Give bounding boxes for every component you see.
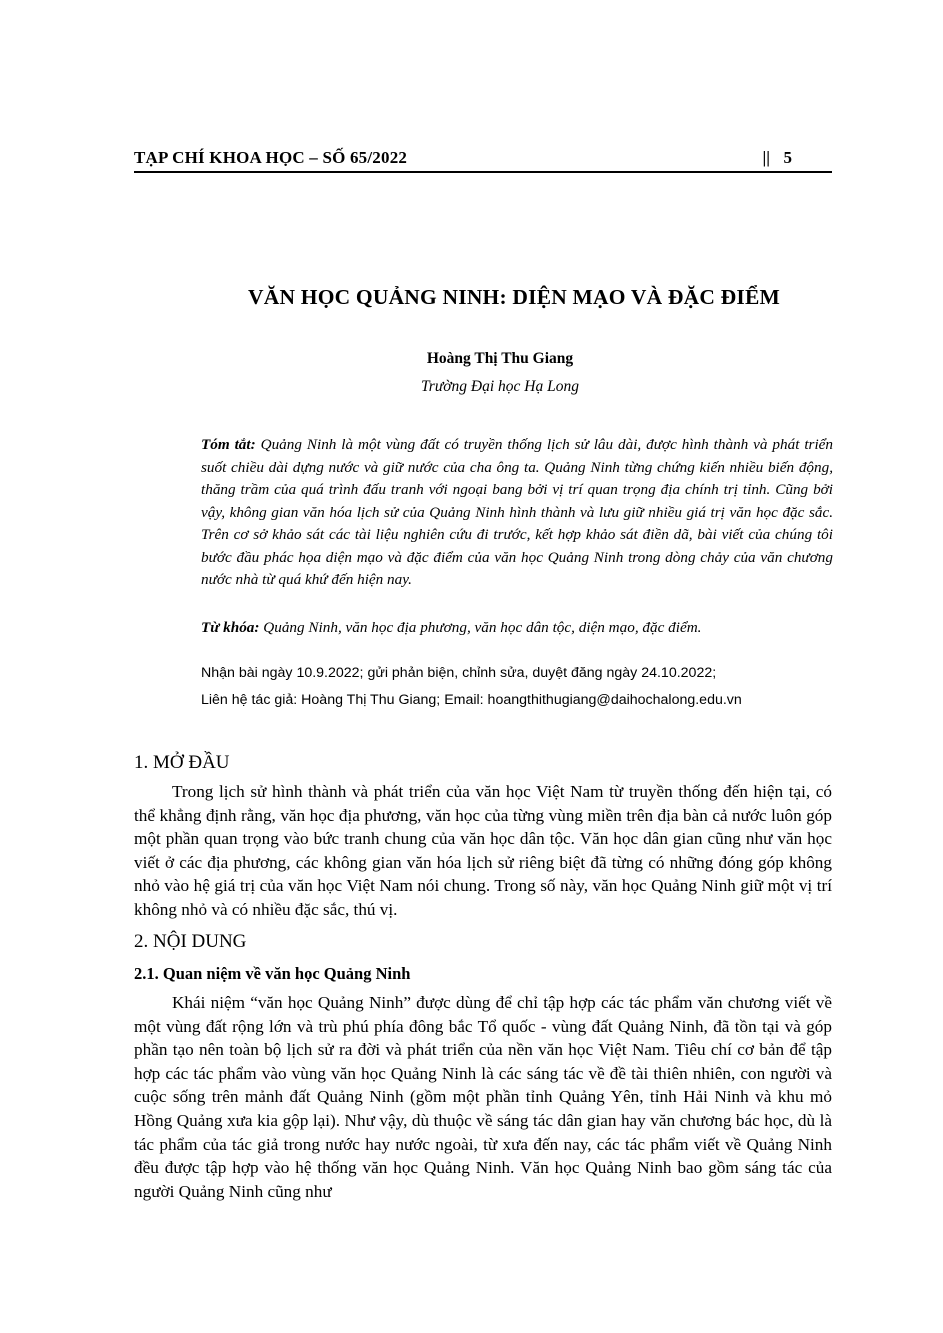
keywords xyxy=(201,617,833,639)
header-rule xyxy=(134,171,832,173)
abstract-text: Quảng Ninh là một vùng đất có truyền thống lịch sử lâu dài, được hình thành và phát triển suốt chiều dài dựng nước và giữ nước của cha ông ta. Quảng Ninh từng chứng kiến nhiều biến động, thăng trầm của quá trình đấu tranh với ngoại bang bởi vị trí quan trọng địa chính trị tỉnh. Cũng bởi vậy, không gian văn hóa lịch sử của Quảng Ninh hình thành và lưu giữ nhiều giá trị văn học đặc sắc. Trên cơ sở khảo sát các tài liệu nghiên cứu đi trước, kết hợp khảo sát điền dã, bài viết của chúng tôi bước đầu phác họa diện mạo và đặc điểm của văn học Quảng Ninh trong dòng chảy của văn chương nước nhà từ quá khứ đến hiện nay. xyxy=(201,436,833,588)
keywords-text: Quảng Ninh, văn học địa phương, văn học dân tộc, diện mạo, đặc điểm. xyxy=(263,619,702,636)
abstract-label: Tóm tắt: xyxy=(201,436,256,453)
author-affiliation: Trường Đại học Hạ Long xyxy=(421,378,579,395)
header-separator: || xyxy=(762,148,770,167)
page-number: 5 xyxy=(783,148,792,167)
concept-paragraph: Khái niệm “văn học Quảng Ninh” được dùng để chỉ tập hợp các tác phẩm văn chương viết về một vùng đất rộng lớn và trù phú phía đông bắc Tổ quốc - vùng đất Quảng Ninh, đã tồn tại và góp phần tạo nên toàn bộ lịch sử ra đời và phát triển của nền văn học Việt Nam. Tiêu chí cơ bản để tập hợp các tác phẩm vào vùng văn học Quảng Ninh là các sáng tác về đề tài thiên nhiên, con người và cuộc sống trên mảnh đất Quảng Ninh (gồm một phần tỉnh Quảng Yên, tỉnh Hải Ninh và khu mỏ Hồng Quảng xưa kia gộp lại). Như vậy, dù thuộc về sáng tác dân gian hay văn chương bác học, dù là tác phẩm của tác giả trong nước hay nước ngoài, từ xưa đến nay, các tác phẩm viết về Quảng Ninh đều được tập hợp vào hệ thống văn học Quảng Ninh. Văn học Quảng Ninh bao gồm sáng tác của người Quảng Ninh cũng như xyxy=(134,993,832,1201)
author-name: Hoàng Thị Thu Giang xyxy=(426,350,574,367)
running-header xyxy=(134,146,832,170)
section-heading-content: 2. NỘI DUNG xyxy=(134,931,247,952)
author-contact: Liên hệ tác giả: Hoàng Thị Thu Giang; Email: hoangthithugiang@daihochalong.edu.vn xyxy=(201,692,742,708)
subsection-heading-concept: 2.1. Quan niệm về văn học Quảng Ninh xyxy=(134,964,411,983)
journal-title: TẠP CHÍ KHOA HỌC – SỐ 65/2022 xyxy=(134,148,408,167)
keywords-label: Từ khóa: xyxy=(201,619,260,636)
section-heading-introduction: 1. MỞ ĐẦU xyxy=(134,752,230,773)
intro-paragraph: Trong lịch sử hình thành và phát triển của văn học Việt Nam từ truyền thống đến hiện tại, có thể khẳng định rằng, văn học địa phương, văn học của từng vùng miền trên địa bàn cả nước luôn góp một phần quan trọng vào bức tranh chung của văn học dân tộc. Văn học dân gian cũng như văn học viết ở các địa phương, các không gian văn hóa lịch sử riêng biệt đã từng có những đóng góp không nhỏ vào hệ giá trị của văn học Việt Nam nói chung. Trong số này, văn học Quảng Ninh giữ một vị trí không nhỏ và có nhiều đặc sắc, thú vị. xyxy=(134,782,832,919)
abstract xyxy=(201,434,833,592)
article-title: VĂN HỌC QUẢNG NINH: DIỆN MẠO VÀ ĐẶC ĐIỂM xyxy=(248,285,780,309)
received-dates: Nhận bài ngày 10.9.2022; gửi phản biện, chỉnh sửa, duyệt đăng ngày 24.10.2022; xyxy=(201,665,717,681)
